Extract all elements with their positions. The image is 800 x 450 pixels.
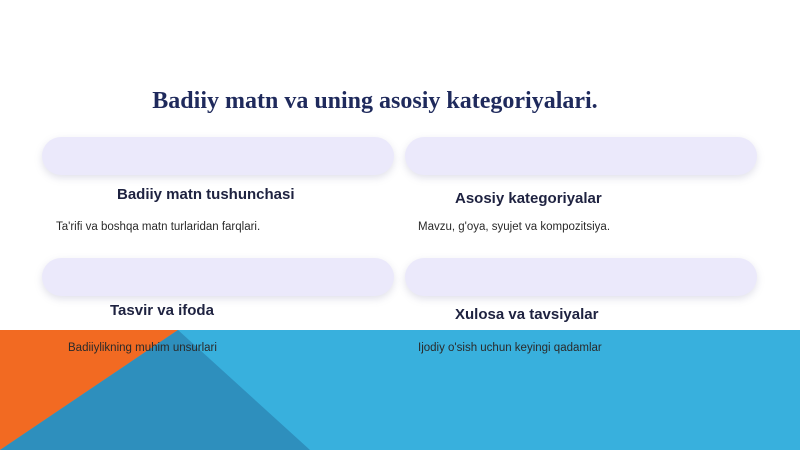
card-desc-2: Mavzu, g'oya, syujet va kompozitsiya. [418,221,611,233]
card-pill-4 [405,258,757,296]
slide-title: Badiiy matn va uning asosiy kategoriyalari. [152,88,598,114]
card-desc-1: Ta'rifi va boshqa matn turlaridan farqlari. [56,221,261,233]
card-desc-4: Ijodiy o'sish uchun keyingi qadamlar [418,342,602,354]
card-pill-3 [42,258,394,296]
card-title-1: Badiiy matn tushunchasi [117,186,295,203]
card-desc-3: Badiiylikning muhim unsurlari [68,342,217,354]
card-pill-2 [405,137,757,175]
card-pill-1 [42,137,394,175]
card-title-2: Asosiy kategoriyalar [455,190,602,207]
card-title-4: Xulosa va tavsiyalar [455,306,599,323]
card-title-3: Tasvir va ifoda [110,302,214,319]
